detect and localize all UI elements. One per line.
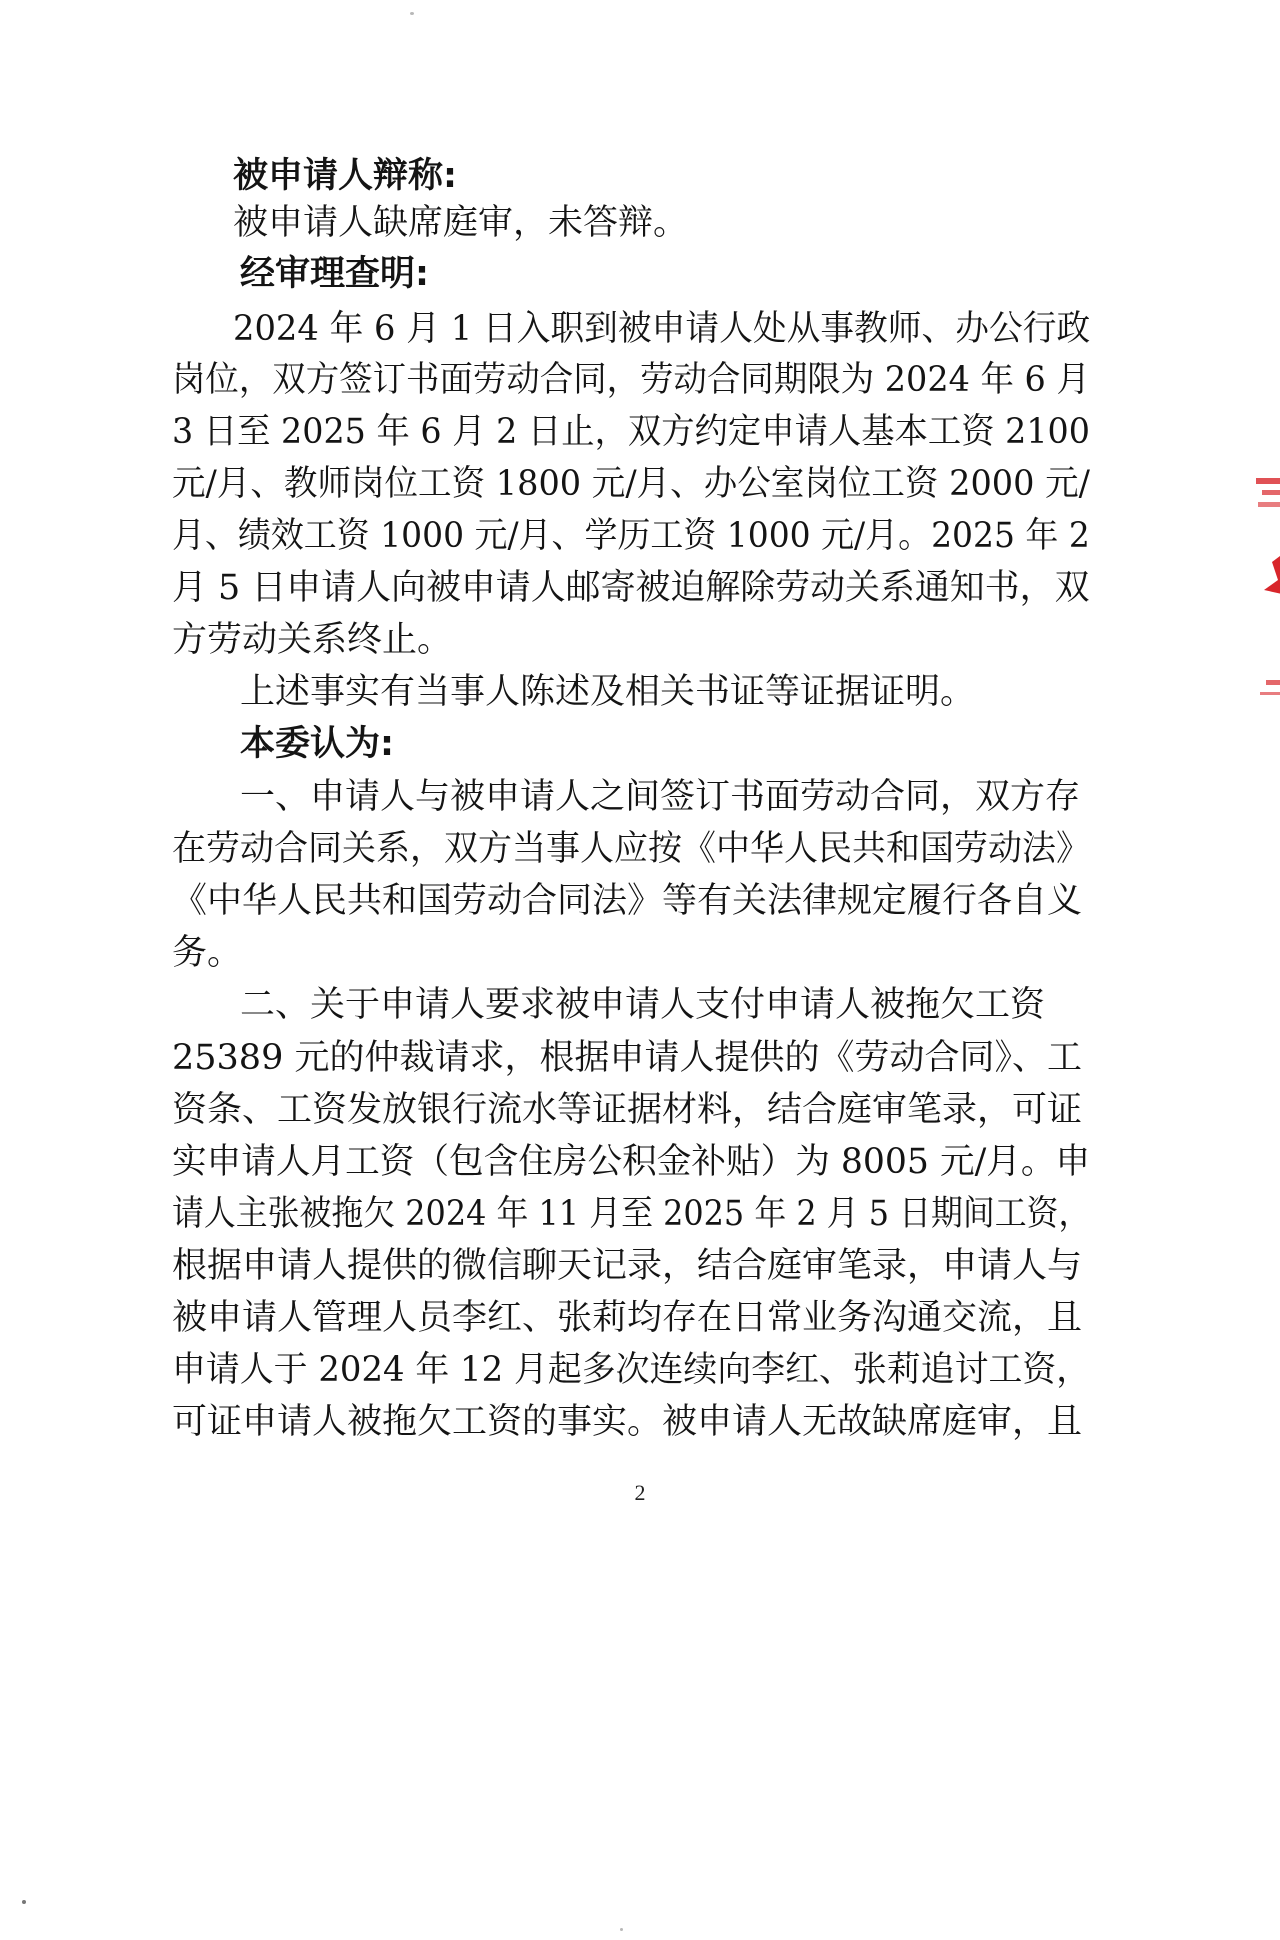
body-line: 请人主张被拖欠 2024 年 11 月至 2025 年 2 月 5 日期间工资， bbox=[172, 1194, 1091, 1234]
page-number: 2 bbox=[634, 1480, 646, 1505]
scan-speck bbox=[620, 1928, 623, 1931]
body-line: 月、绩效工资 1000 元/月、学历工资 1000 元/月。2025 年 2 bbox=[172, 516, 1090, 556]
body-line: 二、关于申请人要求被申请人支付申请人被拖欠工资 bbox=[240, 985, 1046, 1025]
body-line: 《中华人民共和国劳动合同法》等有关法律规定履行各自义 bbox=[172, 881, 1083, 921]
heading-respondent-defense: 被申请人辩称: bbox=[233, 156, 457, 196]
body-line: 实申请人月工资（包含住房公积金补贴）为 8005 元/月。申 bbox=[172, 1142, 1091, 1182]
body-line: 2024 年 6 月 1 日入职到被申请人处从事教师、办公行政 bbox=[233, 309, 1091, 349]
heading-findings: 经审理查明: bbox=[240, 254, 429, 294]
body-line: 方劳动关系终止。 bbox=[172, 620, 453, 660]
heading-committee-view: 本委认为: bbox=[240, 724, 394, 764]
body-line: 在劳动合同关系，双方当事人应按《中华人民共和国劳动法》 bbox=[172, 829, 1090, 869]
body-line: 被申请人缺席庭审，未答辩。 bbox=[233, 203, 689, 243]
body-line: 务。 bbox=[172, 933, 243, 973]
scan-speck bbox=[410, 12, 414, 15]
body-line: 元/月、教师岗位工资 1800 元/月、办公室岗位工资 2000 元/ bbox=[172, 464, 1090, 504]
body-line: 上述事实有当事人陈述及相关书证等证据证明。 bbox=[240, 672, 976, 712]
body-line: 25389 元的仲裁请求，根据申请人提供的《劳动合同》、工 bbox=[172, 1038, 1082, 1078]
official-seal-stamp bbox=[1228, 470, 1280, 720]
seal-mark bbox=[1256, 478, 1280, 695]
body-line: 3 日至 2025 年 6 月 2 日止，双方约定申请人基本工资 2100 bbox=[172, 412, 1090, 452]
body-line: 被申请人管理人员李红、张莉均存在日常业务沟通交流，且 bbox=[172, 1298, 1083, 1338]
body-line: 一、申请人与被申请人之间签订书面劳动合同，双方存 bbox=[240, 777, 1081, 817]
body-line: 申请人于 2024 年 12 月起多次连续向李红、张莉追讨工资， bbox=[172, 1350, 1091, 1390]
body-line: 资条、工资发放银行流水等证据材料，结合庭审笔录，可证 bbox=[172, 1090, 1083, 1130]
body-line: 岗位，双方签订书面劳动合同，劳动合同期限为 2024 年 6 月 bbox=[172, 360, 1090, 400]
scan-speck bbox=[22, 1900, 26, 1904]
body-line: 根据申请人提供的微信聊天记录，结合庭审笔录，申请人与 bbox=[172, 1246, 1083, 1286]
body-line: 月 5 日申请人向被申请人邮寄被迫解除劳动关系通知书，双 bbox=[172, 568, 1090, 608]
body-line: 可证申请人被拖欠工资的事实。被申请人无故缺席庭审，且 bbox=[172, 1402, 1083, 1442]
